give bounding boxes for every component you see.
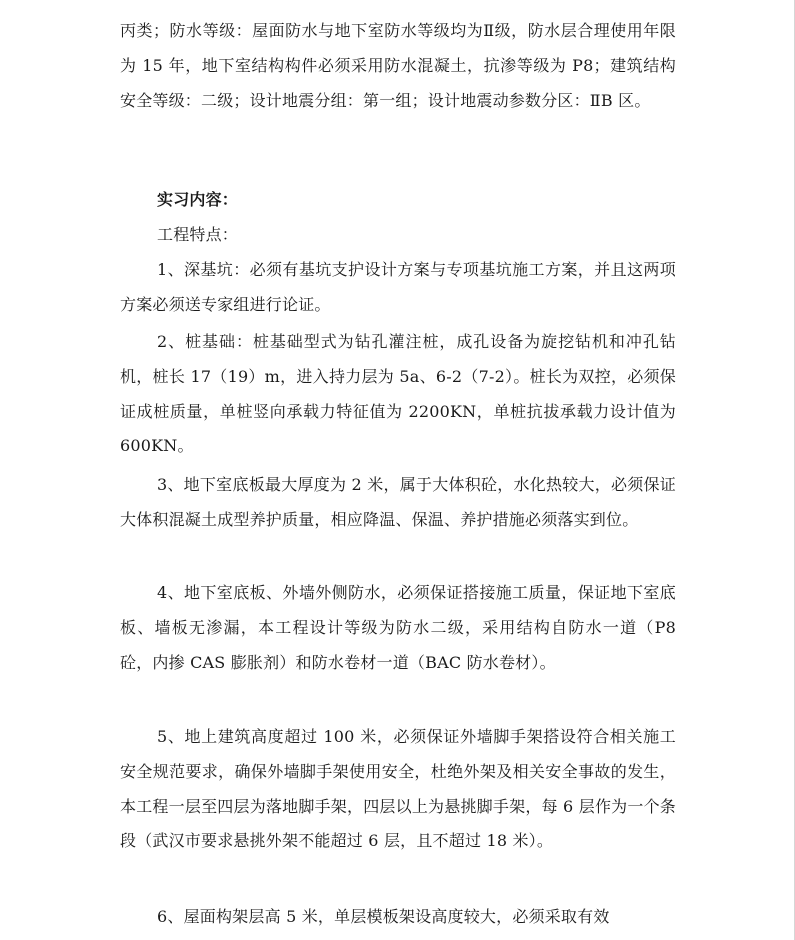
list-item-1: 1、深基坑：必须有基坑支护设计方案与专项基坑施工方案，并且这两项方案必须送专家组进行论证。 bbox=[120, 260, 676, 314]
intro-paragraph: 丙类；防水等级：屋面防水与地下室防水等级均为Ⅱ级，防水层合理使用年限为 15 年，地下室结构构件必须采用防水混凝土，抗渗等级为 P8；建筑结构安全等级：二级；设计地震分组：第一组；设计地震动参数分区：ⅡB 区。 bbox=[120, 21, 676, 110]
list-item-6: 6、屋面构架层高 5 米，单层模板架设高度较大，必须采取有效 bbox=[157, 907, 610, 926]
list-item-4: 4、地下室底板、外墙外侧防水，必须保证搭接施工质量，保证地下室底板、墙板无渗漏，本工程设计等级为防水二级，采用结构自防水一道（P8 砼，内掺 CAS 膨胀剂）和防水卷材一道（BAC 防水卷材）。 bbox=[120, 583, 676, 672]
list-item-3: 3、地下室底板最大厚度为 2 米，属于大体积砼，水化热较大，必须保证大体积混凝土成型养护质量，相应降温、保温、养护措施必须落实到位。 bbox=[120, 475, 676, 529]
list-item-2: 2、桩基础：桩基础型式为钻孔灌注桩，成孔设备为旋挖钻机和冲孔钻机，桩长 17（19）m，进入持力层为 5a、6-2（7-2）。桩长为双控，必须保证成桩质量，单桩竖向承载力特征值为 2200KN，单桩抗拔承载力设计值为 600KN。 bbox=[120, 332, 676, 456]
list-item-5: 5、地上建筑高度超过 100 米，必须保证外墙脚手架搭设符合相关施工安全规范要求，确保外墙脚手架使用安全，杜绝外架及相关安全事故的发生，本工程一层至四层为落地脚手架，四层以上为悬挑脚手架，每 6 层作为一个条段（武汉市要求悬挑外架不能超过 6 层，且不超过 18 米）。 bbox=[120, 727, 676, 851]
subheading: 工程特点： bbox=[157, 225, 239, 244]
section-heading: 实习内容： bbox=[157, 190, 239, 209]
